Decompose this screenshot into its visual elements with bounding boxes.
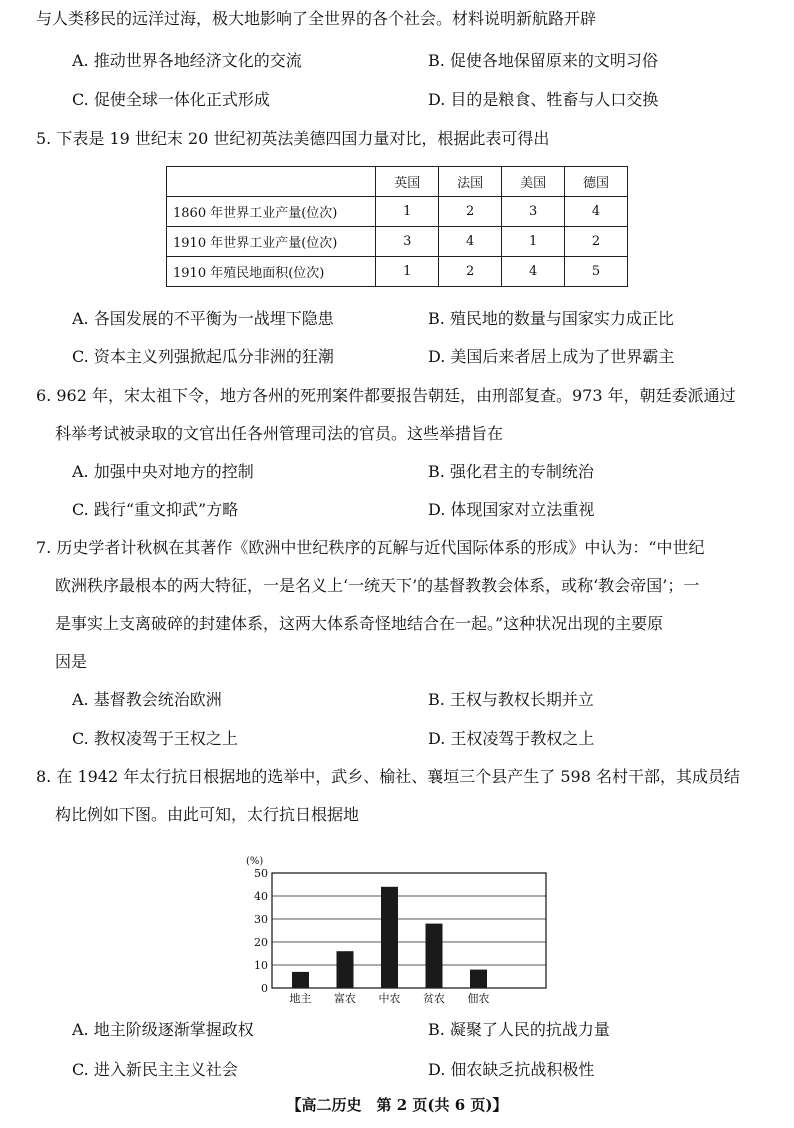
y-tick-label: 10 [254, 959, 268, 972]
bar [381, 887, 398, 988]
q5-option-b: B. 殖民地的数量与国家实力成正比 [428, 309, 674, 328]
q8-option-a: A. 地主阶级逐渐掌握政权 [72, 1020, 254, 1039]
table-row-label: 1910 年殖民地面积(位次) [167, 257, 376, 287]
table-cell: 4 [565, 197, 628, 227]
q6-option-b: B. 强化君主的专制统治 [428, 462, 594, 481]
y-axis-label: (%) [246, 856, 264, 867]
table-cell: 1 [376, 197, 439, 227]
x-tick-label: 富农 [334, 992, 356, 1005]
table-row-label: 1860 年世界工业产量(位次) [167, 197, 376, 227]
table-cell: 2 [565, 227, 628, 257]
q4-option-c: C. 促使全球一体化正式形成 [72, 90, 270, 109]
q8-option-d: D. 佃农缺乏抗战积极性 [428, 1060, 595, 1079]
plot-frame [272, 873, 546, 988]
q4-option-a: A. 推动世界各地经济文化的交流 [72, 51, 302, 70]
q5-option-c: C. 资本主义列强掀起瓜分非洲的狂潮 [72, 347, 334, 366]
table-header-cell: 美国 [502, 167, 565, 197]
question-7-stem-line4: 因是 [55, 652, 88, 671]
bar [470, 970, 487, 988]
x-tick-label: 佃农 [467, 992, 490, 1005]
y-tick-label: 0 [261, 982, 268, 995]
q4-option-b: B. 促使各地保留原来的文明习俗 [428, 51, 658, 70]
bar [337, 951, 354, 988]
x-tick-label: 中农 [378, 992, 401, 1005]
question-7-stem-line2: 欧洲秩序最根本的两大特征，一是名义上‘一统天下’的基督教教会体系，或称‘教会帝国’；一 [55, 576, 700, 595]
table-row [167, 257, 628, 287]
table-cell: 1 [376, 257, 439, 287]
page-footer: 【高二历史 第 2 页(共 6 页)】 [286, 1096, 508, 1114]
q8-bar-chart [236, 848, 556, 1008]
table-cell: 3 [376, 227, 439, 257]
table-header-row [167, 167, 628, 197]
table-row-label: 1910 年世界工业产量(位次) [167, 227, 376, 257]
q7-option-d: D. 王权凌驾于教权之上 [428, 729, 595, 748]
x-tick-label: 地主 [289, 992, 312, 1005]
table-row [167, 197, 628, 227]
y-tick-label: 20 [254, 936, 268, 949]
y-tick-label: 40 [254, 890, 268, 903]
q7-option-a: A. 基督教会统治欧洲 [72, 690, 222, 709]
question-8-stem-line2: 构比例如下图。由此可知，太行抗日根据地 [55, 805, 360, 824]
q5-comparison-table [166, 166, 628, 287]
x-tick-label: 贫农 [423, 992, 445, 1005]
q7-option-c: C. 教权凌驾于王权之上 [72, 729, 238, 748]
table-cell: 3 [502, 197, 565, 227]
y-tick-label: 50 [254, 867, 268, 880]
q5-option-d: D. 美国后来者居上成为了世界霸主 [428, 347, 675, 366]
table-cell: 5 [565, 257, 628, 287]
table-header-cell [167, 167, 376, 197]
table-cell: 2 [439, 257, 502, 287]
q6-option-a: A. 加强中央对地方的控制 [72, 462, 254, 481]
table-header-cell: 英国 [376, 167, 439, 197]
question-5-stem: 5. 下表是 19 世纪末 20 世纪初英法美德四国力量对比，根据此表可得出 [36, 129, 550, 148]
question-6-stem-line2: 科举考试被录取的文官出任各州管理司法的官员。这些举措旨在 [55, 424, 504, 443]
q5-option-a: A. 各国发展的不平衡为一战埋下隐患 [72, 309, 334, 328]
question-4-stem-tail: 与人类移民的远洋过海，极大地影响了全世界的各个社会。材料说明新航路开辟 [36, 9, 597, 28]
bar [292, 972, 309, 988]
q7-option-b: B. 王权与教权长期并立 [428, 690, 594, 709]
q8-option-b: B. 凝聚了人民的抗战力量 [428, 1020, 610, 1039]
table-header-cell: 法国 [439, 167, 502, 197]
question-7-stem-line3: 是事实上支离破碎的封建体系，这两大体系奇怪地结合在一起。”这种状况出现的主要原 [55, 614, 664, 633]
q6-option-c: C. 践行“重文抑武”方略 [72, 500, 239, 519]
question-7-stem-line1: 7. 历史学者计秋枫在其著作《欧洲中世纪秩序的瓦解与近代国际体系的形成》中认为：“中世纪 [36, 538, 705, 557]
table-cell: 4 [439, 227, 502, 257]
y-tick-label: 30 [254, 913, 268, 926]
table-cell: 2 [439, 197, 502, 227]
bar [426, 924, 443, 988]
table-cell: 1 [502, 227, 565, 257]
table-cell: 4 [502, 257, 565, 287]
q8-option-c: C. 进入新民主主义社会 [72, 1060, 238, 1079]
table-row [167, 227, 628, 257]
table-header-cell: 德国 [565, 167, 628, 197]
q4-option-d: D. 目的是粮食、牲畜与人口交换 [428, 90, 659, 109]
q6-option-d: D. 体现国家对立法重视 [428, 500, 595, 519]
question-6-stem-line1: 6. 962 年，宋太祖下令，地方各州的死刑案件都要报告朝廷，由刑部复查。973 年，朝廷委派通过 [36, 386, 736, 405]
question-8-stem-line1: 8. 在 1942 年太行抗日根据地的选举中，武乡、榆社、襄垣三个县产生了 598 名村干部，其成员结 [36, 767, 740, 786]
